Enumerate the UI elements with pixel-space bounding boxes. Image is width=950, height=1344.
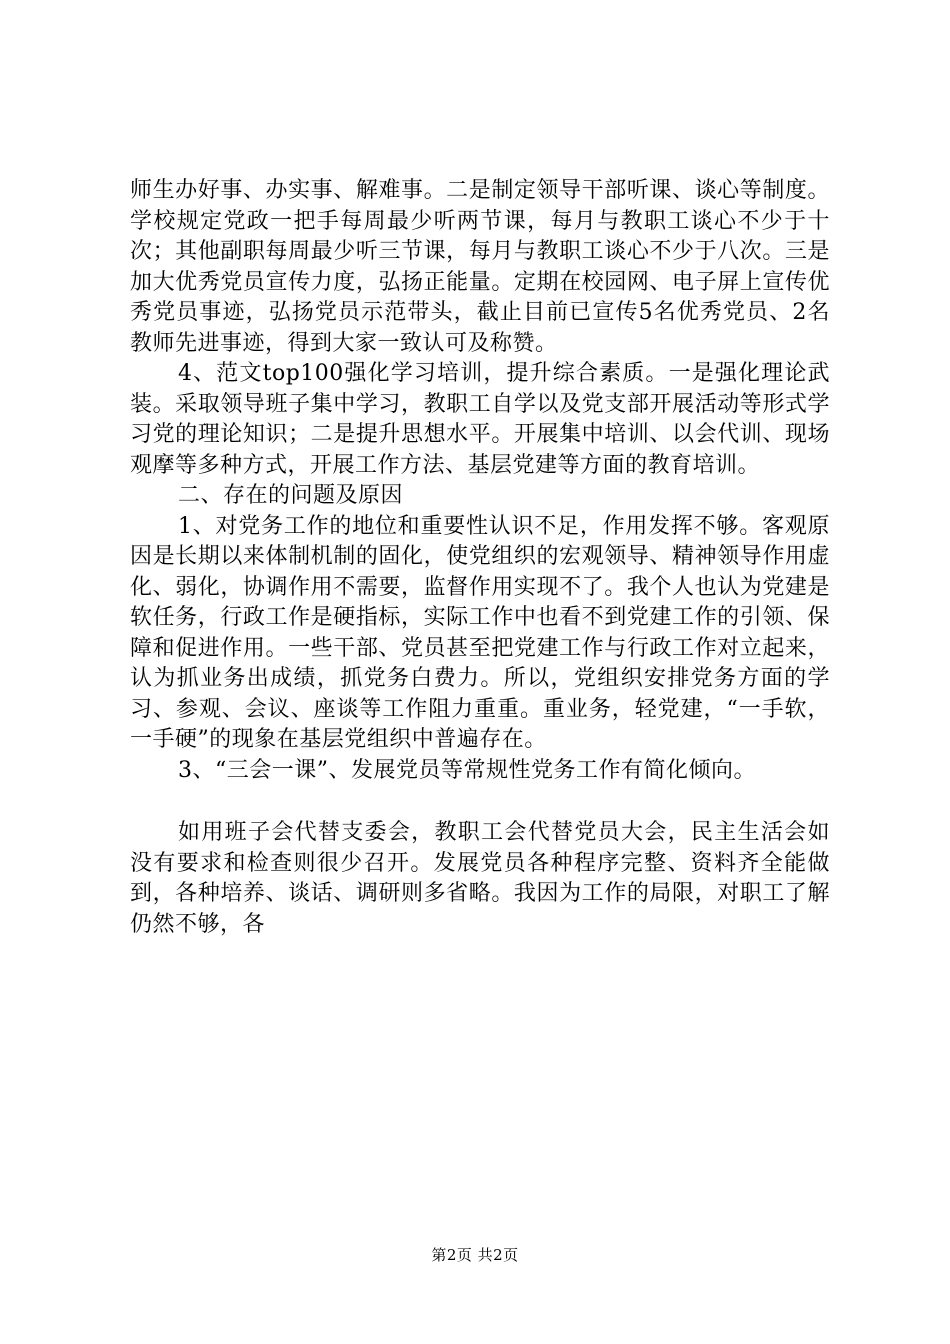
page-footer: 第2页 共2页 <box>431 1246 519 1264</box>
paragraph-example: 如用班子会代替支委会，教职工会代替党员大会，民主生活会如没有要求和检查则很少召开。发展党员各种程序完整、资料齐全能做到，各种培养、谈话、调研则多省略。我因为工作的局限，对职工了解仍然不够，各 <box>130 820 830 937</box>
section-heading-problems: 二、存在的问题及原因 <box>178 483 404 508</box>
paragraph-item-1: 1、对党务工作的地位和重要性认识不足，作用发挥不够。客观原因是长期以来体制机制的固化，使党组织的宏观领导、精神领导作用虚化、弱化，协调作用不需要，监督作用实现不了。我个人也认为党建是软任务，行政工作是硬指标，实际工作中也看不到党建工作的引领、保障和促进作用。一些干部、党员甚至把党建工作与行政工作对立起来，认为抓业务出成绩，抓党务白费力。所以，党组织安排党务方面的学习、参观、会议、座谈等工作阻力重重。重业务，轻党建，“一手软，一手硬”的现象在基层党组织中普遍存在。 <box>130 513 830 752</box>
paragraph-item-4: 4、范文top100强化学习培训，提升综合素质。一是强化理论武装。采取领导班子集中学习，教职工自学以及党支部开展活动等形式学习党的理论知识；二是提升思想水平。开展集中培训、以会代训、现场观摩等多种方式，开展工作方法、基层党建等方面的教育培训。 <box>130 361 830 478</box>
paragraph-continuation: 师生办好事、办实事、解难事。二是制定领导干部听课、谈心等制度。学校规定党政一把手每周最少听两节课，每月与教职工谈心不少于十次；其他副职每周最少听三节课，每月与教职工谈心不少于八次。三是加大优秀党员宣传力度，弘扬正能量。定期在校园网、电子屏上宣传优秀党员事迹，弘扬党员示范带头，截止目前已宣传5名优秀党员、2名教师先进事迹，得到大家一致认可及称赞。 <box>130 178 830 356</box>
paragraph-item-3: 3、“三会一课”、发展党员等常规性党务工作有简化倾向。 <box>178 757 756 783</box>
document-body <box>130 176 830 940</box>
